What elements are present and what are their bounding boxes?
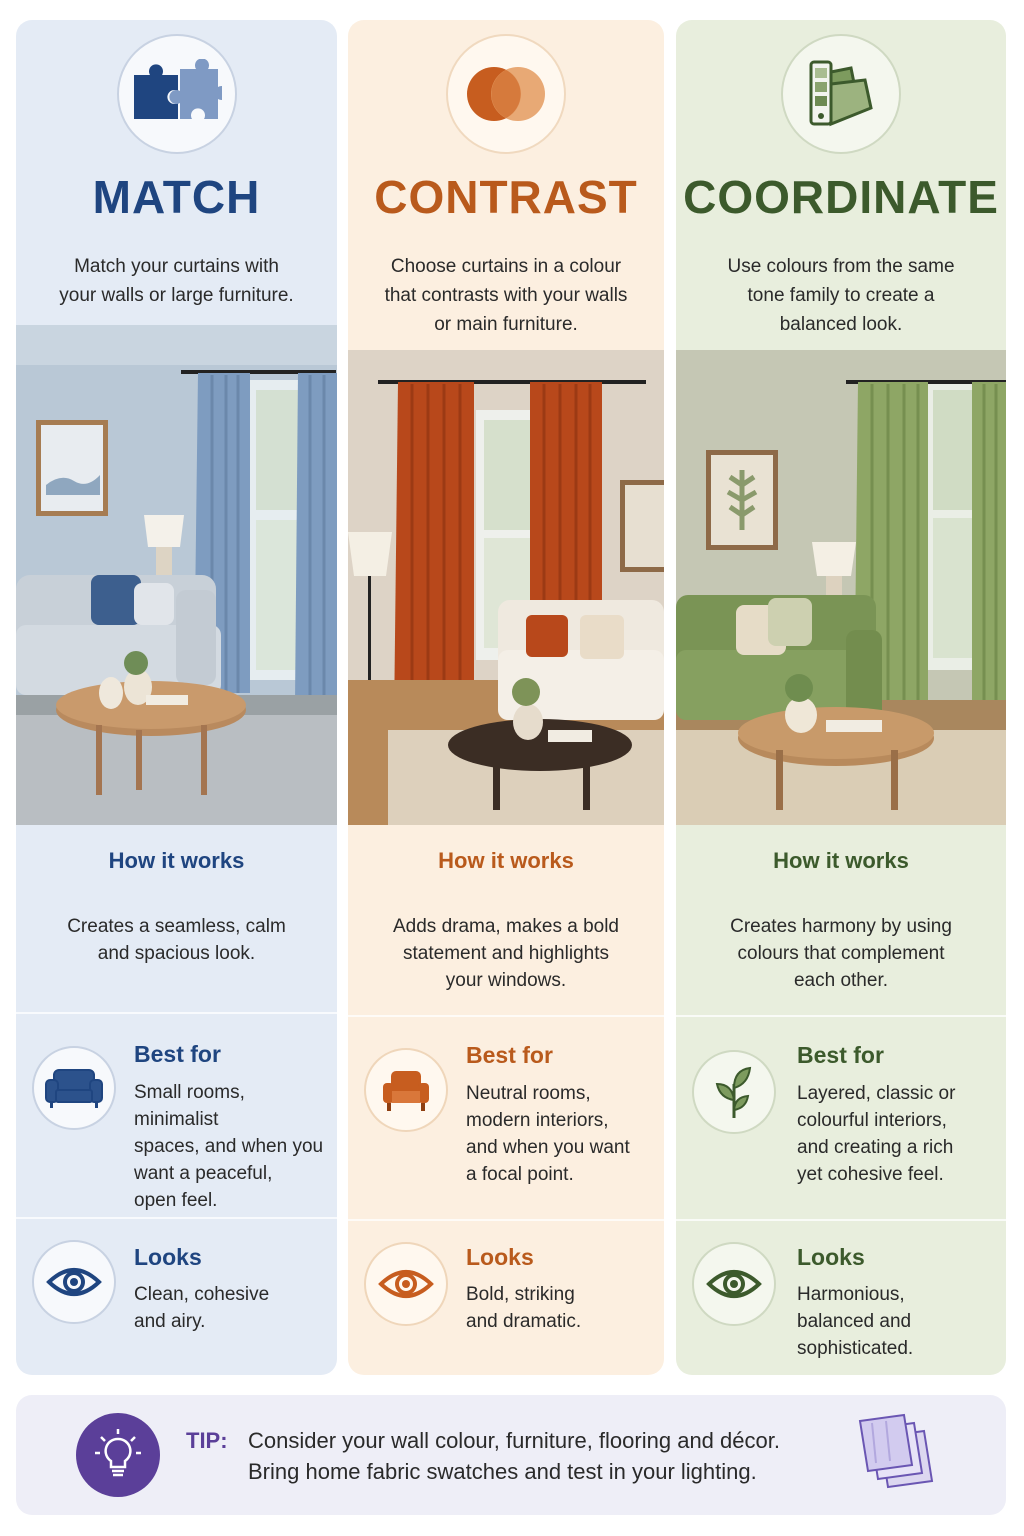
- best-for-title: Best for: [134, 1041, 221, 1067]
- divider: [16, 1012, 337, 1014]
- looks-text: Bold, striking and dramatic.: [466, 1284, 582, 1332]
- divider: [676, 1015, 1006, 1017]
- column-title: COORDINATE: [683, 171, 999, 223]
- best-for-title: Best for: [466, 1042, 553, 1068]
- green-living-room-photo: [676, 350, 1006, 825]
- contrast-column: [348, 20, 664, 1375]
- column-description: Use colours from the same tone family to create a balanced look.: [727, 256, 955, 335]
- column-description: Choose curtains in a colour that contrasts with your walls or main furniture.: [384, 256, 628, 335]
- divider: [348, 1015, 664, 1017]
- looks-title: Looks: [466, 1244, 534, 1270]
- best-for-text: Neutral rooms, modern interiors, and when you want a focal point.: [466, 1083, 630, 1185]
- tip-label: TIP:: [186, 1428, 228, 1453]
- how-it-works-text: Adds drama, makes a bold statement and highlights your windows.: [392, 916, 619, 991]
- best-for-title: Best for: [797, 1042, 884, 1068]
- puzzle-icon: [117, 34, 237, 154]
- column-title: MATCH: [92, 171, 261, 223]
- divider: [676, 1219, 1006, 1221]
- overlapping-circles-icon: [446, 34, 566, 154]
- match-column: [16, 20, 337, 1375]
- fabric-swatches-icon: [852, 1407, 952, 1503]
- looks-text: Clean, cohesive and airy.: [134, 1284, 270, 1332]
- tip-banner: [16, 1395, 1006, 1515]
- terracotta-living-room-photo: [348, 350, 664, 825]
- coordinate-column: [676, 20, 1006, 1375]
- plant-sprout-icon: [692, 1050, 776, 1134]
- best-for-text: Layered, classic or colourful interiors, and creating a rich yet cohesive feel.: [797, 1083, 956, 1185]
- how-it-works-title: How it works: [438, 848, 574, 873]
- eye-icon: [32, 1240, 116, 1324]
- divider: [16, 1217, 337, 1219]
- lightbulb-icon: [76, 1413, 160, 1497]
- looks-title: Looks: [797, 1244, 865, 1270]
- eye-icon: [364, 1242, 448, 1326]
- sofa-icon: [32, 1046, 116, 1130]
- eye-icon: [692, 1242, 776, 1326]
- how-it-works-text: Creates harmony by using colours that complement each other.: [730, 916, 952, 991]
- looks-title: Looks: [134, 1244, 202, 1270]
- looks-text: Harmonious, balanced and sophisticated.: [797, 1284, 914, 1359]
- tip-text-line-2: Bring home fabric swatches and test in your lighting.: [248, 1459, 757, 1484]
- column-title: CONTRAST: [374, 171, 638, 223]
- divider: [348, 1219, 664, 1221]
- swatch-fan-icon: [781, 34, 901, 154]
- column-description: Match your curtains with your walls or large furniture.: [59, 256, 294, 306]
- how-it-works-title: How it works: [773, 848, 909, 873]
- best-for-text: Small rooms, minimalist spaces, and when you want a peaceful, open feel.: [134, 1082, 324, 1211]
- tip-text-line-1: Consider your wall colour, furniture, flooring and décor.: [248, 1428, 780, 1453]
- armchair-icon: [364, 1048, 448, 1132]
- how-it-works-title: How it works: [108, 848, 245, 873]
- blue-living-room-photo: [16, 325, 337, 825]
- how-it-works-text: Creates a seamless, calm and spacious look.: [67, 916, 286, 964]
